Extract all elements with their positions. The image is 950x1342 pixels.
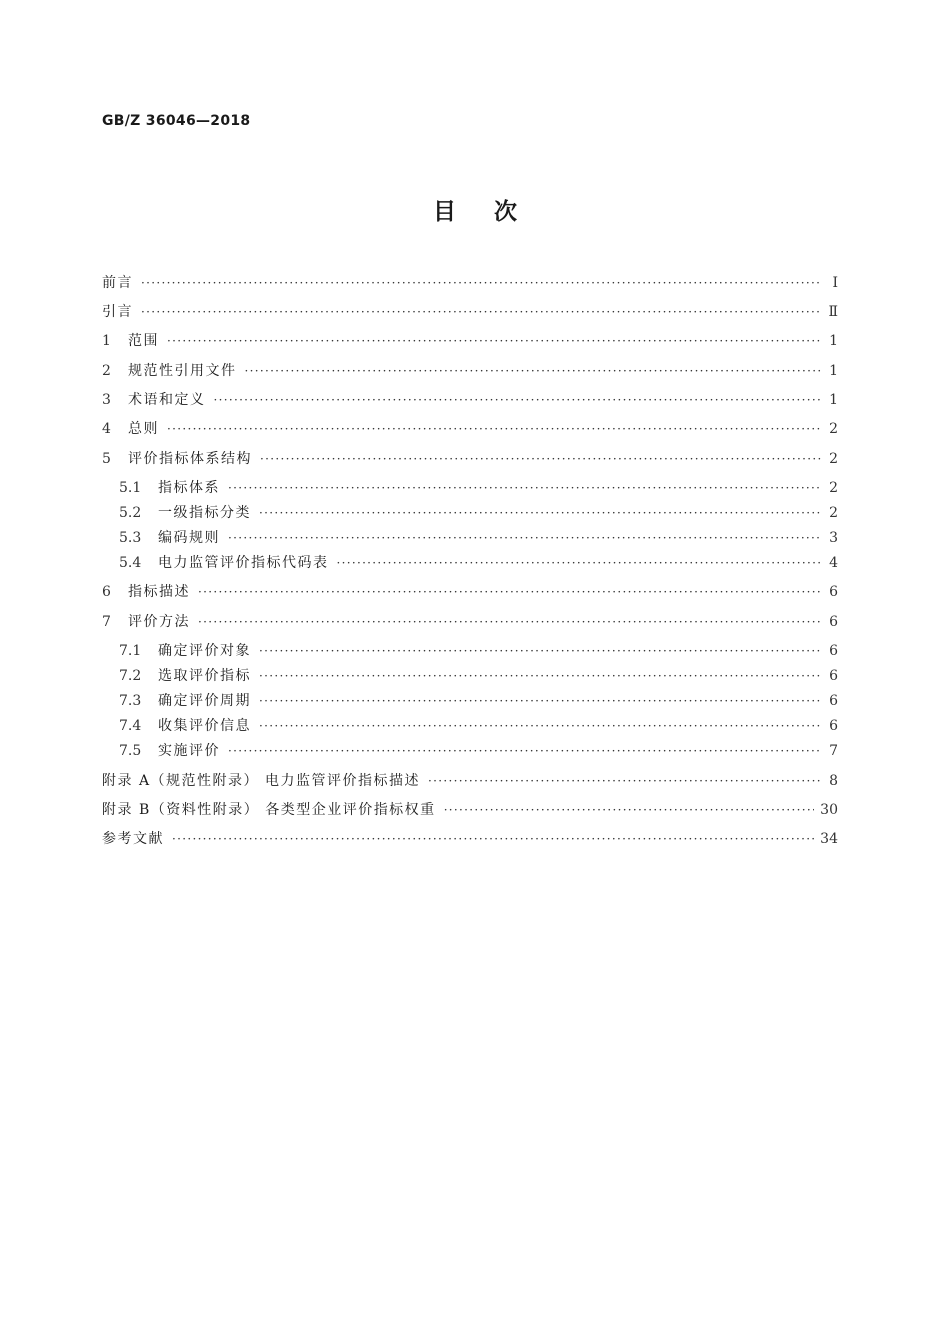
toc-entry[interactable]: [102, 770, 838, 792]
toc-entry-page: 6: [829, 668, 838, 684]
toc-entry-label: 参考文献: [102, 831, 164, 847]
toc-entry-number: 3: [102, 392, 111, 408]
toc-dot-leader: [260, 448, 822, 470]
toc-entry-page: 2: [829, 421, 838, 437]
toc-dot-leader: [337, 552, 823, 574]
toc-entry-number: 4: [102, 421, 111, 437]
toc-dot-leader: [259, 502, 822, 524]
toc-entry-label: 评价方法: [128, 614, 190, 630]
toc-entry-number: 1: [102, 333, 111, 349]
toc-entry-page: 1: [829, 363, 838, 379]
toc-entry-number: 7.4: [119, 718, 142, 734]
toc-entry-number: 5.4: [119, 555, 142, 571]
toc-entry[interactable]: [102, 611, 838, 633]
toc-dot-leader: [141, 301, 822, 323]
toc-dot-leader: [228, 477, 822, 499]
toc-entry-label: 编码规则: [158, 530, 220, 546]
toc-entry-label: 评价指标体系结构: [128, 451, 252, 467]
toc-entry-page: 6: [829, 643, 838, 659]
toc-entry-label: 确定评价对象: [158, 643, 251, 659]
toc-entry-number: 6: [102, 584, 111, 600]
toc-entry-page: 1: [829, 392, 838, 408]
toc-entry[interactable]: [102, 418, 838, 440]
toc-entry[interactable]: [102, 330, 838, 352]
toc-entry-number: 7.3: [119, 693, 142, 709]
toc-dot-leader: [214, 389, 823, 411]
toc-entry-label: 范围: [128, 333, 159, 349]
toc-entry[interactable]: [102, 799, 838, 821]
toc-entry-label: 总则: [128, 421, 159, 437]
toc-dot-leader: [172, 828, 814, 850]
toc-entry-number: 5.2: [119, 505, 142, 521]
toc-entry-page: 6: [829, 693, 838, 709]
toc-dot-leader: [167, 330, 822, 352]
toc-entry[interactable]: [119, 740, 838, 762]
toc-entry-page: 2: [829, 505, 838, 521]
toc-entry-number: 5: [102, 451, 111, 467]
toc-entry-number: 7.2: [119, 668, 142, 684]
toc-entry-number: 7.1: [119, 643, 142, 659]
toc-dot-leader: [259, 640, 822, 662]
toc-entry[interactable]: [119, 502, 838, 524]
toc-dot-leader: [444, 799, 814, 821]
toc-dot-leader: [245, 360, 823, 382]
toc-entry[interactable]: [119, 715, 838, 737]
toc-entry-label: 附录 B（资料性附录） 各类型企业评价指标权重: [102, 802, 436, 818]
toc-entry-number: 2: [102, 363, 111, 379]
toc-entry-label: 一级指标分类: [158, 505, 251, 521]
toc-entry[interactable]: [119, 552, 838, 574]
toc-dot-leader: [198, 611, 822, 633]
toc-entry-page: 2: [829, 480, 838, 496]
toc-dot-leader: [228, 527, 822, 549]
toc-entry[interactable]: [119, 477, 838, 499]
toc-entry-label: 指标体系: [158, 480, 220, 496]
toc-entry[interactable]: [119, 640, 838, 662]
toc-entry-page: 34: [820, 831, 838, 847]
toc-dot-leader: [259, 665, 822, 687]
toc-entry-page: 30: [820, 802, 838, 818]
toc-dot-leader: [259, 715, 822, 737]
toc-entry-label: 实施评价: [158, 743, 220, 759]
toc-dot-leader: [228, 740, 822, 762]
standard-number: GB/Z 36046—2018: [102, 113, 251, 129]
toc-entry-label: 收集评价信息: [158, 718, 251, 734]
toc-entry-page: 3: [829, 530, 838, 546]
toc-entry-page: 7: [829, 743, 838, 759]
toc-dot-leader: [198, 581, 822, 603]
toc-entry[interactable]: [102, 301, 838, 323]
toc-entry[interactable]: [102, 448, 838, 470]
toc-entry-label: 规范性引用文件: [128, 363, 237, 379]
toc-entry-label: 附录 A（规范性附录） 电力监管评价指标描述: [102, 773, 421, 789]
toc-entry-label: 引言: [102, 304, 133, 320]
toc-entry-page: 1: [829, 333, 838, 349]
toc-entry[interactable]: [102, 272, 838, 294]
toc-dot-leader: [167, 418, 822, 440]
toc-entry-page: 8: [829, 773, 838, 789]
toc-entry-page: 2: [829, 451, 838, 467]
toc-entry-page: 6: [829, 718, 838, 734]
toc-entry-label: 确定评价周期: [158, 693, 251, 709]
toc-entry[interactable]: [102, 360, 838, 382]
toc-entry-page: 4: [829, 555, 838, 571]
toc-dot-leader: [259, 690, 822, 712]
toc-entry-label: 前言: [102, 275, 133, 291]
toc-entry-label: 指标描述: [128, 584, 190, 600]
toc-entry[interactable]: [119, 665, 838, 687]
toc-entry-page: 6: [829, 584, 838, 600]
toc-entry[interactable]: [119, 690, 838, 712]
toc-entry-label: 术语和定义: [128, 392, 206, 408]
toc-dot-leader: [428, 770, 822, 792]
toc-dot-leader: [141, 272, 822, 294]
toc-entry-number: 7: [102, 614, 111, 630]
toc-entry-number: 7.5: [119, 743, 142, 759]
toc-entry-label: 选取评价指标: [158, 668, 251, 684]
toc-entry-label: 电力监管评价指标代码表: [158, 555, 329, 571]
page-title: 目次: [433, 199, 555, 225]
toc-entry-page: 6: [829, 614, 838, 630]
toc-entry[interactable]: [102, 581, 838, 603]
toc-entry[interactable]: [119, 527, 838, 549]
toc-entry-page: Ⅰ: [832, 275, 838, 291]
toc-entry[interactable]: [102, 828, 838, 850]
toc-entry-page: Ⅱ: [828, 304, 838, 320]
toc-entry-number: 5.3: [119, 530, 142, 546]
toc-entry-number: 5.1: [119, 480, 142, 496]
toc-entry[interactable]: [102, 389, 838, 411]
